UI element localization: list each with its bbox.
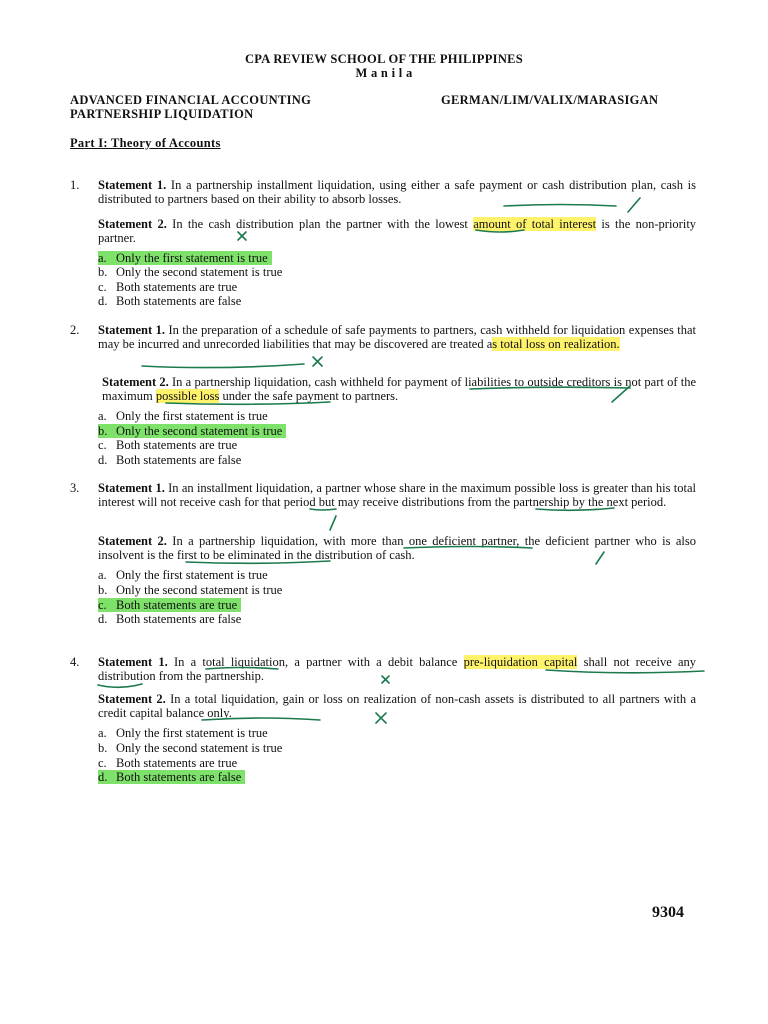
statement-1 [98, 323, 696, 352]
school-title: CPA REVIEW SCHOOL OF THE PHILIPPINES [244, 52, 524, 66]
check-mark [330, 516, 336, 530]
authors: GERMAN/LIM/VALIX/MARASIGAN [441, 93, 659, 107]
statement-label: Statement 1. [98, 655, 168, 669]
page-number: 9304 [652, 904, 684, 921]
choice-b[interactable]: b. Only the second statement is true [98, 741, 283, 755]
cross-mark [313, 357, 322, 366]
choice-d[interactable] [98, 770, 245, 784]
subject-title: ADVANCED FINANCIAL ACCOUNTING [70, 93, 312, 107]
highlighted-phrase: amount of total interest [473, 217, 597, 231]
statement-text: In an installment liquidation, a partner whose share in the maximum possible loss is greater than his total interest will not receive cash for that period but may receive distributions from the partnership by the next period. [98, 481, 697, 510]
choice-c[interactable] [98, 598, 241, 612]
choice-b[interactable]: b. Only the second statement is true [98, 583, 283, 597]
statement-2 [98, 534, 696, 563]
statement-text: In a partnership liquidation, with more than one deficient partner, the deficient partner who is also insolvent is the first to be eliminated in the distribution of cash. [98, 534, 696, 563]
underline-mark [98, 684, 142, 687]
choice-d[interactable]: d. Both statements are false [98, 453, 242, 467]
choice-c[interactable]: c. Both statements are true [98, 756, 238, 770]
choice-c[interactable]: c. Both statements are true [98, 280, 238, 294]
choice-a[interactable]: a. Only the first statement is true [98, 726, 268, 740]
choice-a[interactable]: a. Only the first statement is true [98, 568, 268, 582]
statement-text: In the preparation of a schedule of safe payments to partners, cash withheld for liquidation expenses that may be incurred and unrecorded liabilities that may be discovered are treated a [98, 323, 697, 352]
correct-answer-highlight: d. Both statements are false [98, 770, 245, 784]
question-number: 1. [70, 178, 80, 192]
statement-1 [98, 178, 696, 207]
statement-text: In a partnership liquidation, cash withheld for payment of liabilities to outside creditors is not part of the maximum [102, 375, 697, 404]
statement-1 [98, 481, 696, 510]
statement-2 [98, 692, 696, 721]
statement-text: In the cash distribution plan the partner with the lowest [172, 217, 468, 231]
statement-1 [98, 655, 696, 684]
statement-text: In a total liquidation, a partner with a debit balance [173, 655, 458, 669]
statement-text: In a total liquidation, gain or loss on realization of non-cash assets is distributed to all partners with a credit capital balance only. [98, 692, 696, 721]
statement-label: Statement 1. [98, 178, 167, 192]
correct-answer-highlight: b. Only the second statement is true [98, 424, 286, 438]
correct-answer-highlight: a. Only the first statement is true [98, 251, 272, 265]
part-title: Part I: Theory of Accounts [70, 136, 221, 150]
question-number: 4. [70, 655, 80, 669]
question-number: 3. [70, 481, 80, 495]
statement-label: Statement 2. [98, 217, 167, 231]
highlighted-phrase: possible loss [155, 389, 220, 404]
choice-d[interactable]: d. Both statements are false [98, 612, 242, 626]
underline-mark [142, 364, 304, 368]
statement-text: In a partnership installment liquidation, using either a safe payment or cash distribution plan, cash is distributed to partners based on their ability to absorb losses. [98, 178, 697, 207]
choice-b[interactable] [98, 424, 286, 438]
statement-label: Statement 2. [98, 534, 167, 548]
statement-label: Statement 1. [98, 323, 165, 337]
choice-c[interactable]: c. Both statements are true [98, 438, 238, 452]
statement-label: Statement 2. [102, 375, 169, 389]
statement-2 [102, 375, 696, 404]
choice-a[interactable]: a. Only the first statement is true [98, 409, 268, 423]
highlighted-phrase: pre-liquidation capital [463, 655, 578, 669]
choice-d[interactable]: d. Both statements are false [98, 294, 242, 308]
choice-b[interactable]: b. Only the second statement is true [98, 265, 283, 279]
question-number: 2. [70, 323, 80, 337]
statement-text: is the non-priority partner. [98, 217, 697, 246]
statement-2 [98, 217, 696, 246]
statement-text: shall not receive any distribution from the partnership. [98, 655, 697, 684]
statement-text: under the safe payment to partners. [222, 389, 399, 404]
highlighted-phrase: s total loss on realization. [492, 337, 620, 352]
correct-answer-highlight: c. Both statements are true [98, 598, 241, 612]
choice-a[interactable] [98, 251, 272, 265]
statement-label: Statement 2. [98, 692, 166, 706]
statement-label: Statement 1. [98, 481, 165, 495]
topic-title: PARTNERSHIP LIQUIDATION [70, 107, 254, 121]
city: M a n i l a [355, 66, 413, 80]
